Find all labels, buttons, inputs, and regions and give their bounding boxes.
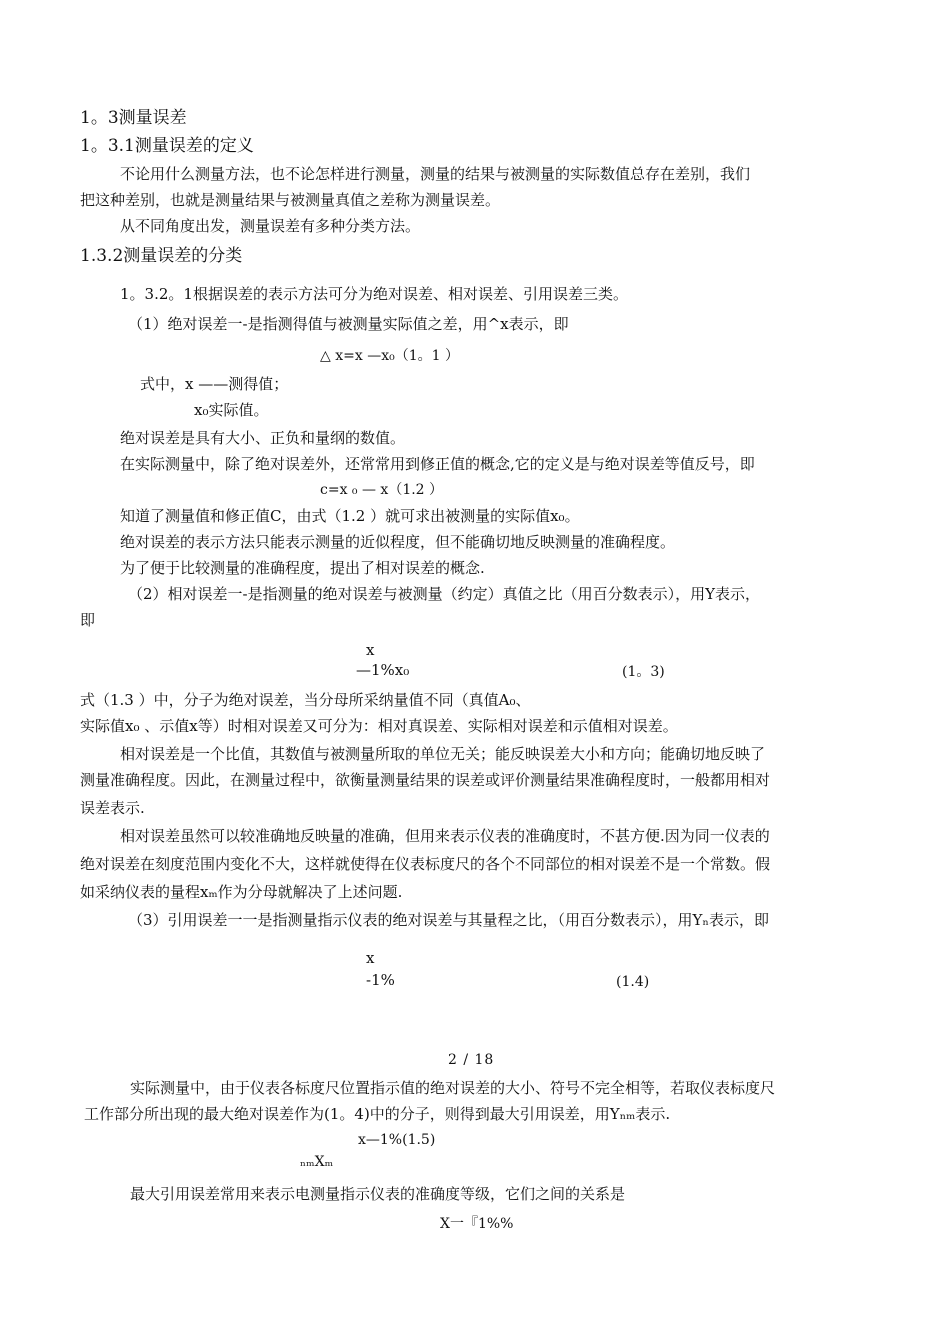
paragraph-line: 最大引用误差常用来表示电测量指示仪表的准确度等级，它们之间的关系是 xyxy=(130,1185,626,1203)
paragraph-line: 从不同角度出发，测量误差有多种分类方法。 xyxy=(120,217,421,235)
paragraph-line: 绝对误差在刻度范围内变化不大，这样就使得在仪表标度尺的各个不同部位的相对误差不是一个常数。假 xyxy=(80,855,771,873)
fraction-denominator: —1%x₀ xyxy=(356,661,410,679)
equation-1-2: c=x ₀ — x（1.2 ） xyxy=(320,482,444,498)
subsection-title-classification: 1.3.2测量误差的分类 xyxy=(80,246,243,266)
paragraph-line: 式中，x ——测得值； xyxy=(140,375,289,393)
equation-1-1: △ x=x —x₀（1。1 ） xyxy=(320,348,459,364)
fraction-denominator: -1% xyxy=(366,971,395,989)
paragraph-line: 知道了测量值和修正值C，由式（1.2 ）就可求出被测量的实际值x₀。 xyxy=(120,507,580,525)
paragraph-line: 1。3.2。1根据误差的表示方法可分为绝对误差、相对误差、引用误差三类。 xyxy=(120,285,628,303)
equation-number-1-4: (1.4) xyxy=(616,974,650,990)
paragraph-line: 如采纳仪表的量程xₘ作为分母就解决了上述问题. xyxy=(80,883,403,901)
fraction-numerator: x xyxy=(366,949,375,967)
paragraph-line: 实际值x₀ 、示值x等）时相对误差又可分为：相对真误差、实际相对误差和示值相对误差。 xyxy=(80,717,678,735)
equation-1-5-denominator: ₙₘXₘ xyxy=(300,1154,334,1170)
paragraph-line: （1）绝对误差一-是指测得值与被测量实际值之差，用^x表示，即 xyxy=(128,315,569,333)
paragraph-line: 误差表示. xyxy=(80,799,145,817)
paragraph-line: 式（1.3 ）中，分子为绝对误差，当分母所采纳量值不同（真值A₀、 xyxy=(80,691,531,709)
paragraph-line: 工作部分所出现的最大绝对误差作为(1。4)中的分子，则得到最大引用误差，用Yₙₘ表示. xyxy=(84,1105,671,1123)
equation-1-6: X一『1%% xyxy=(440,1216,514,1232)
paragraph-line: 把这种差别，也就是测量结果与被测量真值之差称为测量误差。 xyxy=(80,191,501,209)
paragraph-line: 即 xyxy=(80,611,96,629)
paragraph-line: （3）引用误差一一是指测量指示仪表的绝对误差与其量程之比，（用百分数表示），用Yₙ表示，即 xyxy=(128,911,769,929)
paragraph-line: 相对误差是一个比值，其数值与被测量所取的单位无关；能反映误差大小和方向；能确切地反映了 xyxy=(120,745,766,763)
paragraph-line: 绝对误差的表示方法只能表示测量的近似程度，但不能确切地反映测量的准确程度。 xyxy=(120,533,676,551)
paragraph-line: 绝对误差是具有大小、正负和量纲的数值。 xyxy=(120,429,406,447)
equation-1-5: x—1%(1.5) xyxy=(358,1132,436,1148)
paragraph-line: 实际测量中，由于仪表各标度尺位置指示值的绝对误差的大小、符号不完全相等，若取仪表标度尺 xyxy=(130,1079,776,1097)
paragraph-line: 相对误差虽然可以较准确地反映量的准确，但用来表示仪表的准确度时，不甚方便.因为同一仪表的 xyxy=(120,827,770,845)
paragraph-line: 在实际测量中，除了绝对误差外，还常常用到修正值的概念,它的定义是与绝对误差等值反号，即 xyxy=(120,455,755,473)
equation-number-1-3: (1。3) xyxy=(622,664,665,680)
paragraph-line: 为了便于比较测量的准确程度，提出了相对误差的概念. xyxy=(120,559,485,577)
subsection-title-definition: 1。3.1测量误差的定义 xyxy=(80,136,254,156)
section-title: 1。3测量误差 xyxy=(80,108,187,128)
page-number: 2 / 18 xyxy=(448,1052,495,1068)
paragraph-line: 不论用什么测量方法，也不论怎样进行测量，测量的结果与被测量的实际数值总存在差别，我们 xyxy=(120,165,751,183)
paragraph-line: （2）相对误差一-是指测量的绝对误差与被测量（约定）真值之比（用百分数表示），用Y表示， xyxy=(128,585,761,603)
fraction-numerator: x xyxy=(366,641,375,659)
paragraph-line: 测量准确程度。因此，在测量过程中，欲衡量测量结果的误差或评价测量结果准确程度时，一般都用相对 xyxy=(80,771,771,789)
paragraph-line: x₀实际值。 xyxy=(194,401,269,419)
